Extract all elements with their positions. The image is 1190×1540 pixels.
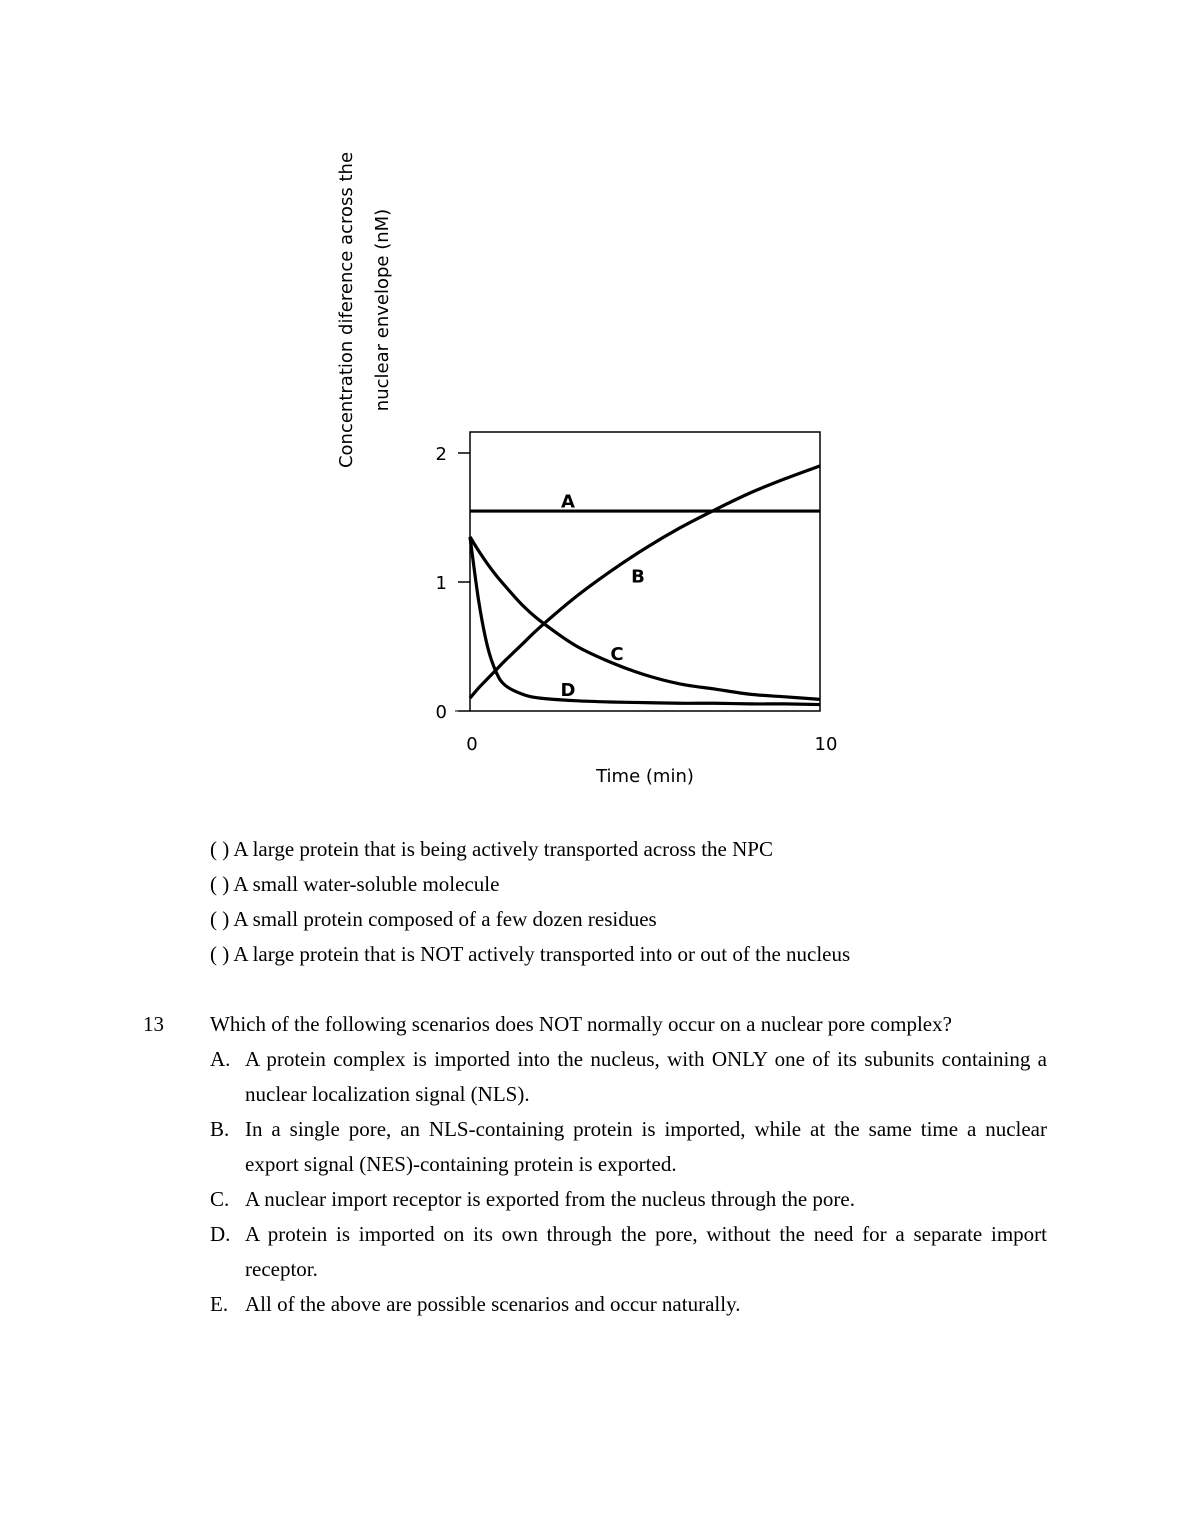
choice-text: A protein is imported on its own through the pore, without the need for a separate import receptor. xyxy=(245,1222,1047,1281)
series-line-b xyxy=(470,466,820,698)
choice-letter: E. xyxy=(210,1292,229,1316)
choice-a xyxy=(210,1042,1047,1112)
y-tick-label: 0 xyxy=(435,702,447,723)
choice-text: In a single pore, an NLS-containing protein is imported, while at the same time a nuclear export signal (NES)-containing protein is exported. xyxy=(245,1117,1047,1176)
choice-letter: D. xyxy=(210,1222,231,1246)
plot-frame xyxy=(470,432,820,711)
choice-e xyxy=(210,1287,1047,1322)
choice-b xyxy=(210,1112,1047,1182)
x-axis-label: Time (min) xyxy=(596,766,694,787)
question-number: 13 xyxy=(143,1012,164,1036)
series-line-c xyxy=(470,537,820,700)
series-line-d xyxy=(470,537,820,705)
choice-text: A nuclear import receptor is exported from the nucleus through the pore. xyxy=(245,1187,855,1211)
x-tick-label: 10 xyxy=(814,734,838,755)
y-axis-label xyxy=(329,152,401,468)
answer-option-3: ( ) A small protein composed of a few dozen residues xyxy=(210,907,657,931)
choice-text: All of the above are possible scenarios and occur naturally. xyxy=(245,1292,741,1316)
series-label-a: A xyxy=(561,491,575,513)
answer-option-4: ( ) A large protein that is NOT actively transported into or out of the nucleus xyxy=(210,942,851,966)
series-label-d: D xyxy=(560,680,576,702)
choice-letter: A. xyxy=(210,1047,231,1071)
x-tick-label: 0 xyxy=(466,734,478,755)
choice-text: A protein complex is imported into the nucleus, with ONLY one of its subunits containing a nuclear localization signal (NLS). xyxy=(245,1047,1047,1106)
y-axis-label-line-2: nuclear envelope (nM) xyxy=(372,208,393,412)
choice-letter: C. xyxy=(210,1187,230,1211)
question-text: Which of the following scenarios does NOT normally occur on a nuclear pore complex? xyxy=(210,1012,952,1036)
choice-letter: B. xyxy=(210,1117,230,1141)
series-label-b: B xyxy=(631,566,645,588)
answer-option-2: ( ) A small water-soluble molecule xyxy=(210,872,500,896)
y-tick-label: 1 xyxy=(435,573,447,594)
y-axis-label-line-1: Concentration diference across the xyxy=(336,151,357,469)
choice-d xyxy=(210,1217,1047,1287)
choice-c xyxy=(210,1182,1047,1217)
answer-option-1: ( ) A large protein that is being actively transported across the NPC xyxy=(210,837,773,861)
y-tick-label: 2 xyxy=(435,444,447,465)
series-label-c: C xyxy=(610,643,624,665)
